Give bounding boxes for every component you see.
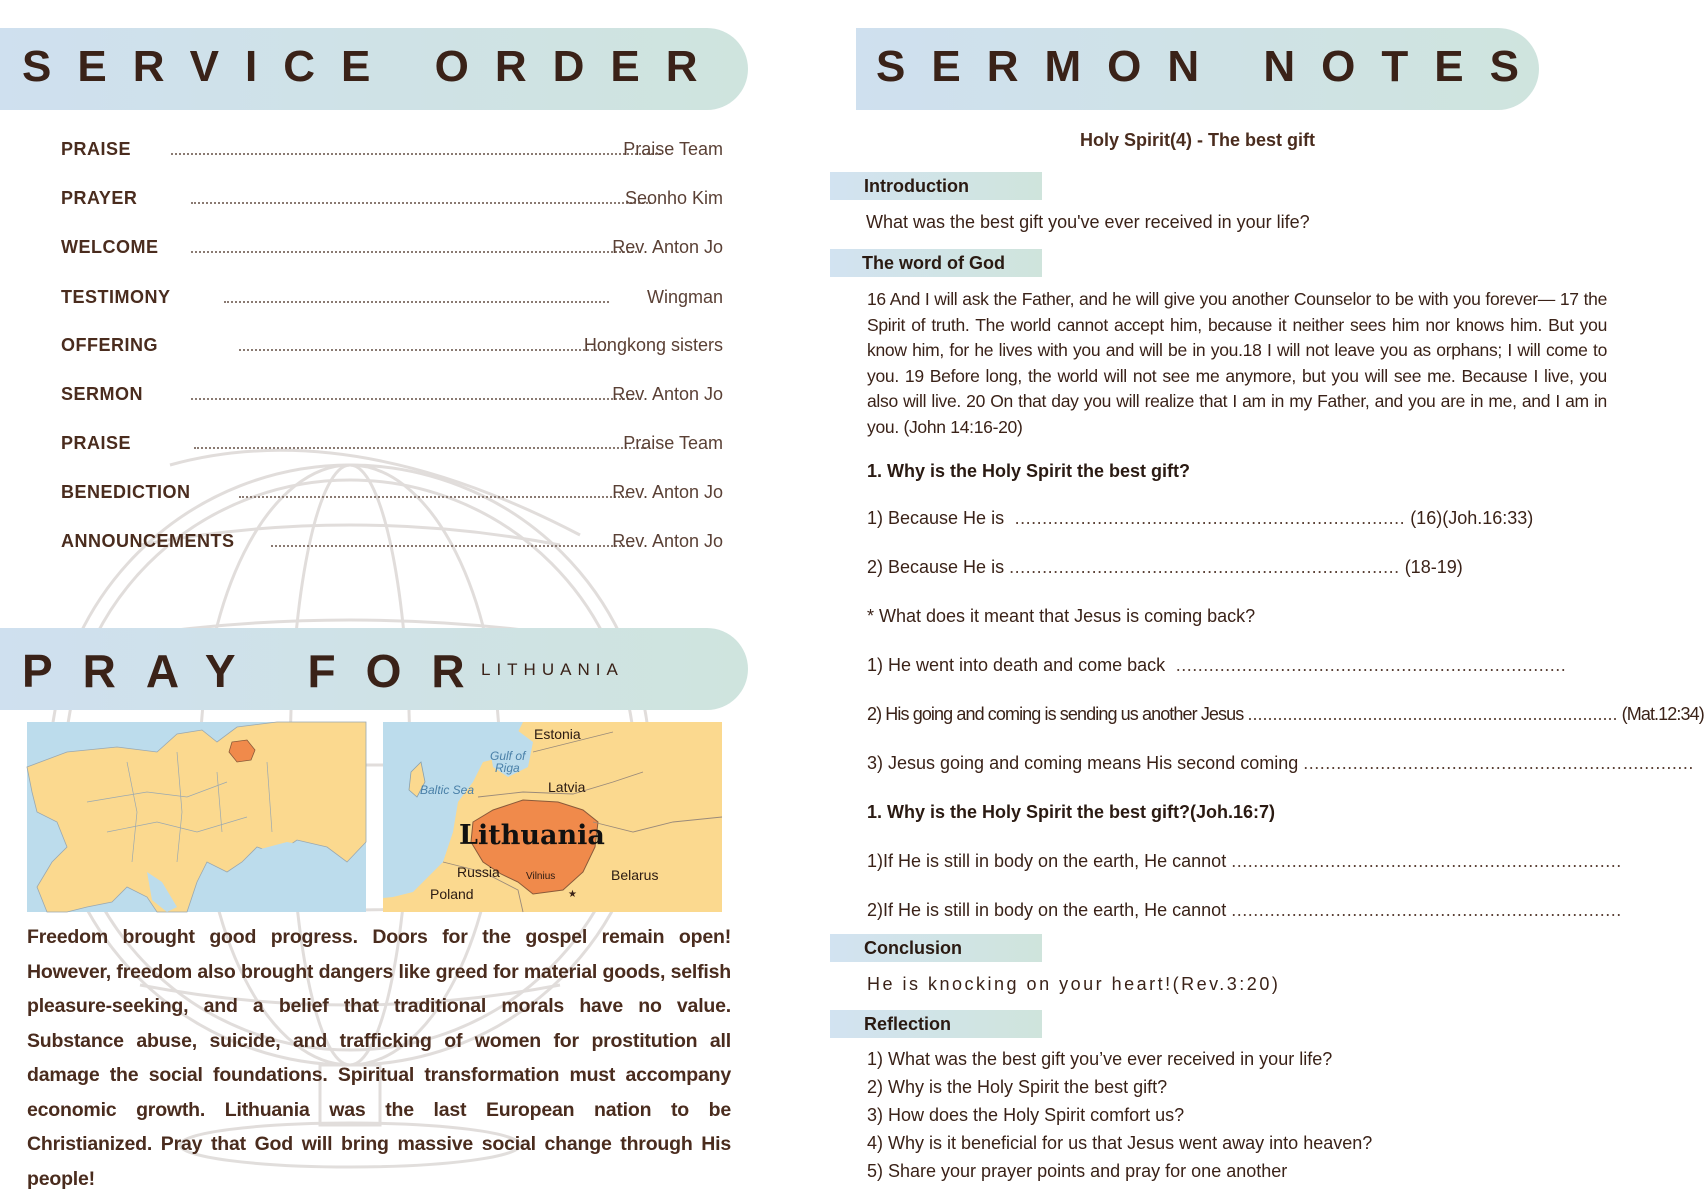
map-label-latvia: Latvia [548,779,586,795]
note-item-text: 3) Jesus going and coming means His second coming [867,753,1299,773]
conclusion-label: Conclusion [864,938,962,958]
note-item-text: 2) His going and coming is sending us another Jesus [867,704,1244,724]
question-2: 1. Why is the Holy Spirit the best gift?(Joh.16:7) [867,802,1276,822]
order-dots [271,545,633,547]
order-value: Seonho Kim [624,188,723,208]
blank-dots: ....................................................................... [1009,508,1406,528]
pray-for-banner [0,628,748,710]
order-value: Wingman [646,287,723,307]
order-dots [239,496,627,498]
map-label-russia: Russia [457,864,500,880]
order-row-praise [61,139,723,169]
reflection-item: 3) How does the Holy Spirit comfort us? [867,1105,1185,1125]
order-label: PRAISE [61,433,132,453]
map-label-vilnius: Vilnius [526,871,556,882]
word-of-god-text: 16 And I will ask the Father, and he will give you another Counselor to be with you forever— 17 the Spirit of truth. The world cannot accept him, because it neither sees him nor knows him. But you know him, for he lives with you and will be in you.18 I will not leave you as orphans; I will come to you. 19 Before long, the world will not see me anymore, but you will see me. Because I live, you also will live. 20 On that day you will realize that I am in my Father, and you are in me, and I am in you. (John 14:16-20) [867,289,1607,437]
pray-for-country: LITHUANIA [481,660,624,679]
blank-dots: ....................................................................... [1231,851,1622,871]
map-label-poland: Poland [430,886,474,902]
answer-prefix: 2)If He is still in body on the earth, He cannot [867,900,1227,920]
europe-map [27,722,366,912]
order-dots [194,447,646,449]
order-label: WELCOME [61,237,159,257]
answer-prefix: 1) Because He is [867,508,1005,528]
reflection-item: 5) Share your prayer points and pray for one another [867,1161,1288,1181]
order-value: Praise Team [623,433,723,453]
order-row-offering [61,335,723,365]
order-label: BENEDICTION [61,482,191,502]
answer-line-2a [867,851,1622,872]
answer-ref: (16)(Joh.16:33) [1410,508,1534,528]
reflection-item: 1) What was the best gift you’ve ever received in your life? [867,1049,1333,1069]
reflection-tag [830,1010,1042,1038]
order-value: Hongkong sisters [583,335,723,355]
note-line: * What does it meant that Jesus is coming back? [867,606,1256,626]
answer-line-2b [867,900,1622,921]
note-item-3 [867,753,1694,774]
order-label: SERMON [61,384,144,404]
sermon-notes-title: SERMON NOTES [876,42,1545,91]
note-item-1 [867,655,1566,676]
order-value: Rev. Anton Jo [612,237,723,257]
order-label: PRAISE [61,139,132,159]
order-label: ANNOUNCEMENTS [61,531,235,551]
map-label-gulf: Gulf of [490,749,526,763]
blank-dots: ....................................................................... [1303,753,1694,773]
order-row-praise-2 [61,433,723,463]
order-row-announcements [61,531,723,561]
order-row-sermon [61,384,723,414]
reflection-item: 2) Why is the Holy Spirit the best gift? [867,1077,1168,1097]
conclusion-text: He is knocking on your heart!(Rev.3:20) [867,974,1281,994]
blank-dots: ....................................................................... [1170,655,1567,675]
svg-text:★: ★ [568,889,577,900]
order-value: Rev. Anton Jo [612,531,723,551]
introduction-text: What was the best gift you've ever received in your life? [866,212,1310,232]
introduction-label: Introduction [864,176,969,196]
order-row-welcome [61,237,723,267]
blank-dots: .......................................................................... [1247,704,1618,724]
lithuania-map [383,722,722,912]
order-label: OFFERING [61,335,158,355]
map-label-riga: Riga [495,761,520,775]
pray-for-title: PRAY FOR [22,645,495,697]
answer-line-1a [867,508,1533,529]
order-value: Rev. Anton Jo [612,384,723,404]
order-label: TESTIMONY [61,287,171,307]
sermon-title: Holy Spirit(4) - The best gift [1079,130,1315,150]
order-dots [224,301,609,303]
map-label-baltic: Baltic Sea [420,783,475,797]
order-row-testimony [61,287,723,317]
answer-prefix: 2) Because He is [867,557,1005,577]
answer-line-1b [867,557,1463,578]
question-1: 1. Why is the Holy Spirit the best gift? [867,461,1191,481]
introduction-tag [830,172,1042,200]
blank-dots: ....................................................................... [1009,557,1400,577]
pray-for-text: Freedom brought good progress. Doors for the gospel remain open! However, freedom also brought dangers like greed for material goods, selfish pleasure-seeking, and a belief that traditional morals have no value. Substance abuse, suicide, and trafficking of women for prostitution all damage the social foundations. Spiritual transformation must accompany economic growth. Lithuania was the last European nation to be Christianized. Pray that God will bring massive social change through His people! [27,926,731,1190]
word-tag [830,249,1042,277]
order-dots [191,251,637,253]
order-dots [191,202,651,204]
map-label-estonia: Estonia [534,726,581,742]
order-row-benediction [61,482,723,512]
answer-ref: (18-19) [1404,557,1463,577]
service-order-title: SERVICE ORDER [22,42,724,91]
order-dots [171,153,661,155]
note-item-2 [867,704,1704,725]
sermon-notes-banner [856,28,1545,110]
order-label: PRAYER [61,188,138,208]
word-label: The word of God [862,253,1005,273]
order-value: Praise Team [623,139,723,159]
service-order-banner [0,28,748,110]
order-value: Rev. Anton Jo [612,482,723,502]
reflection-label: Reflection [864,1014,952,1034]
order-row-prayer [61,188,723,218]
answer-prefix: 1)If He is still in body on the earth, He cannot [867,851,1227,871]
reflection-item: 4) Why is it beneficial for us that Jesus went away into heaven? [867,1133,1373,1153]
note-item-text: 1) He went into death and come back [867,655,1166,675]
map-label-lithuania: Lithuania [459,820,605,851]
note-item-ref: (Mat.12:34) [1621,704,1704,724]
order-dots [191,398,637,400]
conclusion-tag [830,934,1042,962]
map-label-belarus: Belarus [611,867,659,883]
blank-dots: ....................................................................... [1231,900,1622,920]
order-dots [239,349,609,351]
